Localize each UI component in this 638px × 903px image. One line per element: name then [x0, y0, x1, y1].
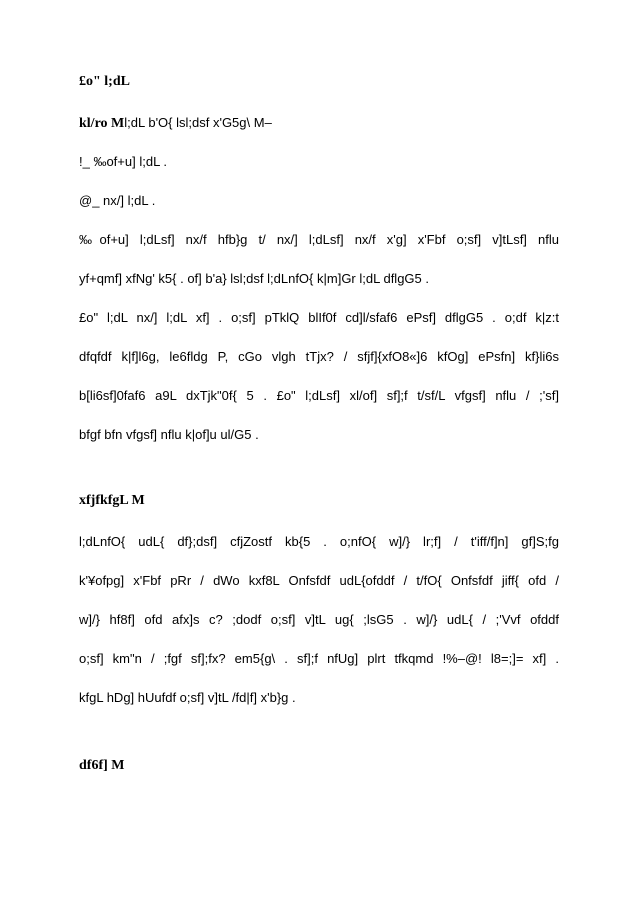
intro-line [79, 115, 559, 132]
list-item-1: !_ ‰of+u] l;dL . [79, 154, 168, 169]
para1-line-3: £o" l;dL nx/] l;dL xf] . o;sf] pTklQ blIf0f cd]l/sfaf6 ePsf] dflgG5 . o;df k|z:t [79, 310, 559, 325]
para2-line-5: kfgL hDg] hUufdf o;sf] v]tL /fd|f] x'b}g . [79, 690, 296, 705]
section-heading-irrigation: xfjfkfgL M [79, 493, 145, 508]
para1-line-1: ‰of+u] l;dLsf] nx/f hfb}g t/ nx/] l;dLsf] nx/f x'g] x'Fbf o;sf] v]tLsf] nflu [79, 232, 559, 247]
para1-line-5: b[li6sf]0faf6 a9L dxTjk"0f{ 5 . £o" l;dLsf] xl/of] sf];f t/sf/L vfgsf] nflu / ;'sf] [79, 388, 559, 403]
para1-line-4: dfqfdf k|f]l6g, le6fldg P, cGo vlgh tTjx? / sfjf]{xfO8«]6 kfOg] ePsfn] kf}li6s [79, 349, 559, 364]
intro-text: l;dL b'O{ lsl;dsf x'G5g\ M– [124, 115, 272, 130]
para1-line-2: yf+qmf] xfNg' k5{ . of] b'a} lsl;dsf l;dLnfO{ k|m]Gr l;dL dflgG5 . [79, 271, 429, 286]
para1-line-6: bfgf bfn vfgsf] nflu k|of]u ul/G5 . [79, 427, 259, 442]
document-title: £o" l;dL [79, 74, 130, 89]
list-item-2: @_ nx/] l;dL . [79, 193, 156, 208]
para2-line-2: k'¥ofpg] x'Fbf pRr / dWo kxf8L Onfsfdf udL{ofddf / t/fO{ Onfsfdf jiff{ ofd / [79, 573, 559, 588]
para2-line-1: l;dLnfO{ udL{ df};dsf] cfjZostf kb{5 . o;nfO{ w]/} lr;f] / t'iff/f]n] gf]S;fg [79, 534, 559, 549]
intro-bold-label: kl/ro M [79, 116, 125, 131]
section-heading-soil: df6f] M [79, 758, 125, 773]
para2-line-3: w]/} hf8f] ofd afx]s c? ;dodf o;sf] v]tL ug{ ;lsG5 . w]/} udL{ / ;'Vvf ofddf [79, 612, 559, 627]
para2-line-4: o;sf] km"n / ;fgf sf];fx? em5{g\ . sf];f nfUg] plrt tfkqmd !%–@! l8=;]= xf] . [79, 651, 559, 666]
